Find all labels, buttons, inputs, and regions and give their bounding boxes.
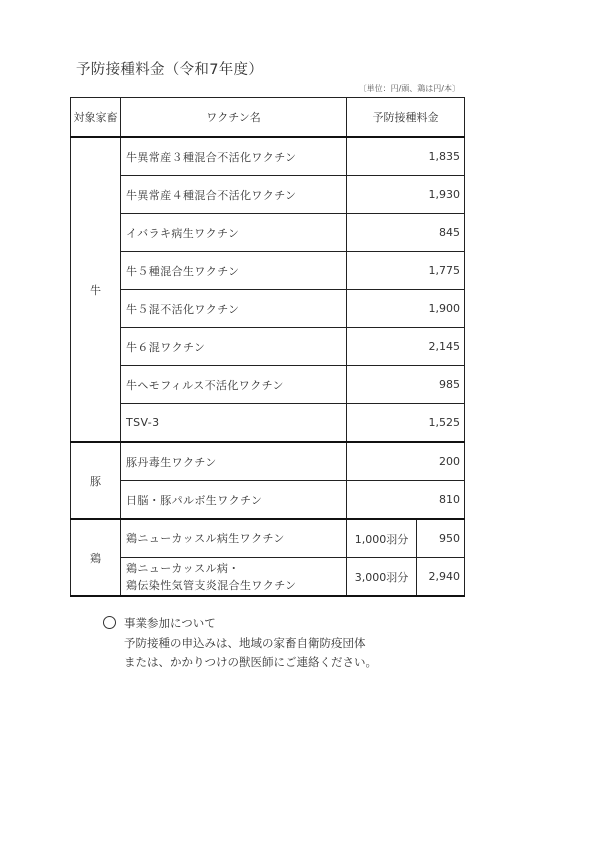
vaccine-fee: 985	[347, 366, 465, 404]
table-row	[71, 252, 465, 290]
vaccine-name-line: 鶏伝染性気管支炎混合生ワクチン	[126, 578, 297, 592]
vaccine-name: 日脳・豚パルボ生ワクチン	[121, 481, 347, 520]
vaccine-fee: 845	[347, 214, 465, 252]
vaccine-fee: 950	[417, 519, 465, 558]
vaccine-fee: 2,940	[417, 558, 465, 597]
table-row	[71, 214, 465, 252]
table-row	[71, 404, 465, 443]
vaccine-fee: 1,525	[347, 404, 465, 443]
participation-note	[103, 614, 377, 673]
cattle-group	[71, 137, 465, 442]
vaccine-fee: 1,835	[347, 137, 465, 176]
header-fee: 予防接種料金	[347, 98, 465, 138]
table-row	[71, 366, 465, 404]
pig-group	[71, 442, 465, 519]
chicken-group	[71, 519, 465, 596]
vaccine-name: 牛異常産４種混合不活化ワクチン	[121, 176, 347, 214]
header-vaccine: ワクチン名	[121, 98, 347, 138]
note-heading-line	[103, 614, 377, 634]
table-row	[71, 558, 465, 597]
vaccine-fee: 1,775	[347, 252, 465, 290]
vaccine-name: 牛６混ワクチン	[121, 328, 347, 366]
animal-cell-pig: 豚	[71, 442, 121, 519]
circle-bullet-icon	[103, 616, 116, 629]
vaccine-quantity: 3,000羽分	[347, 558, 417, 597]
vaccine-quantity: 1,000羽分	[347, 519, 417, 558]
vaccine-name-line: 鶏ニューカッスル病生ワクチン	[126, 532, 285, 545]
vaccine-name	[121, 519, 347, 558]
animal-cell-cattle: 牛	[71, 137, 121, 442]
vaccine-name: 牛５種混合生ワクチン	[121, 252, 347, 290]
unit-note: 〔単位：円/頭、鶏は円/本〕	[358, 84, 460, 93]
vaccine-fee: 1,900	[347, 290, 465, 328]
vaccine-name: 牛異常産３種混合不活化ワクチン	[121, 137, 347, 176]
table-row	[71, 519, 465, 558]
vaccine-fee: 810	[347, 481, 465, 520]
vaccine-fee: 1,930	[347, 176, 465, 214]
vaccine-name: イバラキ病生ワクチン	[121, 214, 347, 252]
vaccine-name: 豚丹毒生ワクチン	[121, 442, 347, 481]
header-animal: 対象家畜	[71, 98, 121, 138]
vaccination-fee-table	[70, 97, 465, 597]
animal-cell-chicken: 鶏	[71, 519, 121, 596]
note-heading: 事業参加について	[124, 616, 216, 630]
table-header-row	[71, 98, 465, 138]
table-row	[71, 290, 465, 328]
vaccine-name: 牛ヘモフィルス不活化ワクチン	[121, 366, 347, 404]
table-row	[71, 176, 465, 214]
vaccine-name: 牛５混不活化ワクチン	[121, 290, 347, 328]
table-row	[71, 137, 465, 176]
table-row	[71, 328, 465, 366]
note-line: または、かかりつけの獣医師にご連絡ください。	[124, 655, 377, 669]
table-row	[71, 481, 465, 520]
vaccine-fee: 2,145	[347, 328, 465, 366]
vaccine-name-line: 鶏ニューカッスル病・	[126, 561, 240, 575]
table-row	[71, 442, 465, 481]
page-title: 予防接種料金（令和7年度）	[76, 62, 264, 78]
vaccine-name	[121, 558, 347, 597]
note-line: 予防接種の申込みは、地域の家畜自衛防疫団体	[124, 635, 366, 650]
vaccine-name: TSV-3	[121, 404, 347, 443]
vaccine-fee: 200	[347, 442, 465, 481]
